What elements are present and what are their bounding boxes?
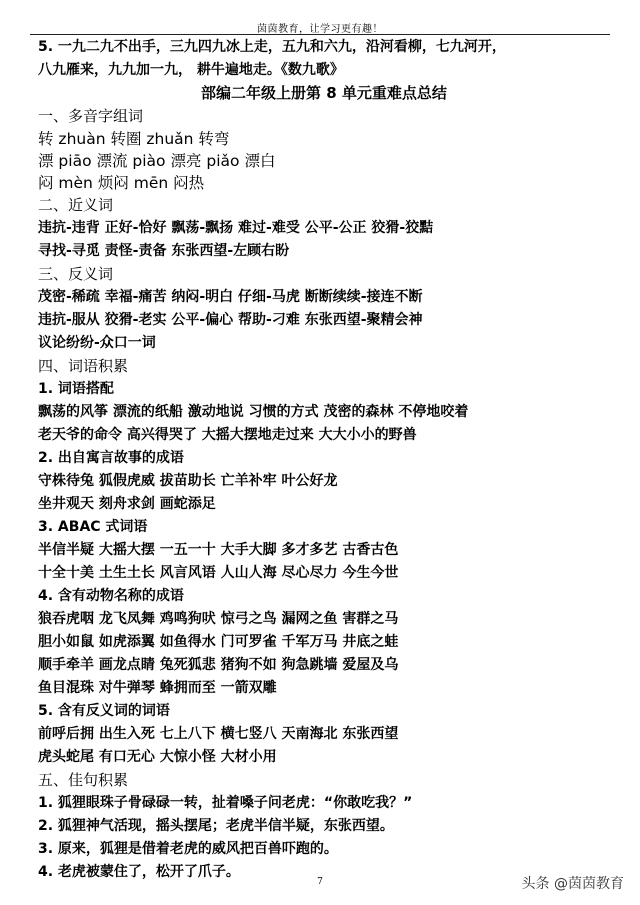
text-line: 八九雁来，九九加一九， 耕牛遍地走。《数九歌》 — [38, 62, 344, 78]
text-line: 4. 老虎被蒙住了，松开了爪子。 — [38, 864, 240, 880]
text-line: 虎头蛇尾 有口无心 大惊小怪 大材小用 — [38, 749, 277, 765]
section-heading: 三、反义词 — [38, 265, 114, 283]
text-line: 转 zhuàn 转圈 zhuǎn 转弯 — [38, 130, 230, 148]
text-line: 飘荡的风筝 漂流的纸船 激动地说 习惯的方式 茂密的森林 不停地咬着 — [38, 404, 469, 420]
section-heading: 一、多音字组词 — [38, 107, 144, 125]
text-line: 闷 mèn 烦闷 mēn 闷热 — [38, 174, 205, 192]
text-line: 茂密-稀疏 幸福-痛苦 纳闷-明白 仔细-马虎 断断续续-接连不断 — [38, 289, 423, 305]
section-heading: 四、词语积累 — [38, 357, 129, 375]
watermark-label: 头条 @茵茵教育 — [521, 876, 624, 892]
document-title: 部编二年级上册第 8 单元重难点总结 — [201, 84, 447, 102]
text-line: 5. 含有反义词的词语 — [38, 703, 170, 719]
page-number: 7 — [317, 877, 323, 887]
header-divider — [30, 34, 610, 35]
section-heading: 五、佳句积累 — [38, 771, 129, 789]
section-heading: 二、近义词 — [38, 196, 114, 214]
document-body — [38, 36, 610, 884]
text-line: 3. ABAC 式词语 — [38, 519, 148, 535]
text-line: 2. 狐狸神气活现，摇头摆尾；老虎半信半疑，东张西望。 — [38, 818, 394, 834]
text-line: 半信半疑 大摇大摆 一五一十 大手大脚 多才多艺 古香古色 — [38, 542, 399, 558]
text-line: 守株待兔 狐假虎威 拔苗助长 亡羊补牢 叶公好龙 — [38, 473, 338, 489]
text-line: 胆小如鼠 如虎添翼 如鱼得水 门可罗雀 千军万马 井底之蛙 — [38, 634, 399, 650]
text-line: 漂 piāo 漂流 piào 漂亮 piǎo 漂白 — [38, 152, 276, 170]
text-line: 3. 原来，狐狸是借着老虎的威风把百兽吓跑的。 — [38, 841, 338, 857]
text-line: 老天爷的命令 高兴得哭了 大摇大摆地走过来 大大小小的野兽 — [38, 427, 417, 443]
text-line: 违抗-服从 狡猾-老实 公平-偏心 帮助-刁难 东张西望-聚精会神 — [38, 312, 423, 328]
text-line: 5. 一九二九不出手，三九四九冰上走，五九和六九，沿河看柳，七九河开， — [38, 39, 506, 55]
text-line: 议论纷纷-众口一词 — [38, 335, 156, 351]
page-header: 茵茵教育，让学习更有趣！ — [257, 24, 383, 35]
text-line: 鱼目混珠 对牛弹琴 蜂拥而至 一箭双雕 — [38, 680, 277, 696]
text-line: 违抗-违背 正好-恰好 飘荡-飘扬 难过-难受 公平-公正 狡猾-狡黠 — [38, 220, 434, 236]
text-line: 坐井观天 刻舟求剑 画蛇添足 — [38, 496, 216, 512]
text-line: 前呼后拥 出生入死 七上八下 横七竖八 天南海北 东张西望 — [38, 726, 399, 742]
text-line: 2. 出自寓言故事的成语 — [38, 450, 184, 466]
text-line: 十全十美 土生土长 风言风语 人山人海 尽心尽力 今生今世 — [38, 565, 399, 581]
text-line: 寻找-寻觅 责怪-责备 东张西望-左顾右盼 — [38, 243, 290, 259]
text-line: 1. 狐狸眼珠子骨碌碌一转，扯着嗓子问老虎：“你敢吃我？” — [38, 795, 413, 811]
text-line: 顺手牵羊 画龙点睛 兔死狐悲 猪狗不如 狗急跳墙 爱屋及乌 — [38, 657, 399, 673]
text-line: 1. 词语搭配 — [38, 381, 114, 397]
text-line: 狼吞虎咽 龙飞凤舞 鸡鸣狗吠 惊弓之鸟 漏网之鱼 害群之马 — [38, 611, 399, 627]
text-line: 4. 含有动物名称的成语 — [38, 588, 184, 604]
